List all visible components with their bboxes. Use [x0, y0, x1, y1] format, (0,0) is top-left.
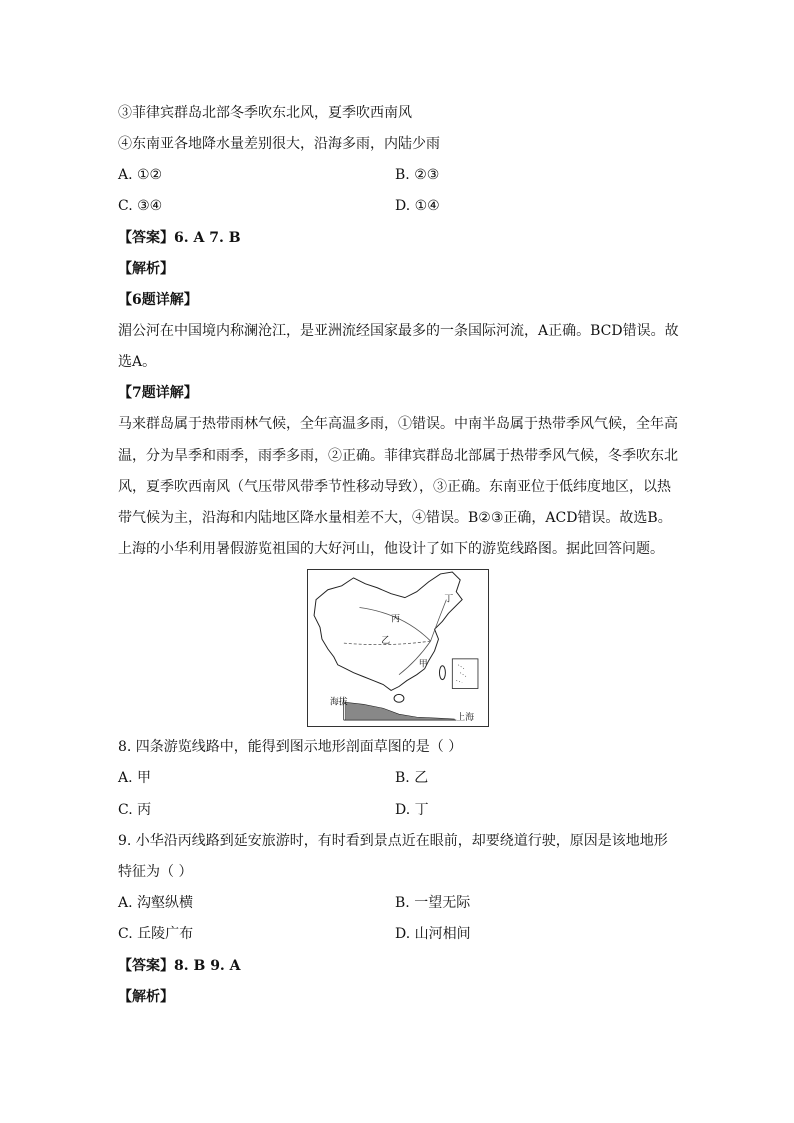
profile-axis-label: 海拔	[329, 697, 348, 708]
intro-text: 上海的小华利用暑假游览祖国的大好河山，他设计了如下的游览线路图。据此回答问题。	[118, 541, 664, 557]
q9-choice-d: D. 山河相间	[395, 926, 471, 942]
q9-choice-a: A. 沟壑纵横	[118, 895, 194, 911]
q9-choice-b: B. 一望无际	[395, 895, 471, 911]
south-sea-inset	[452, 659, 478, 689]
q8-choice-b: B. 乙	[395, 770, 429, 786]
q9-choice-c: C. 丘陵广布	[118, 926, 194, 942]
route-label-yi: 乙	[381, 636, 391, 647]
china-route-map	[308, 570, 488, 726]
q7-choice-a: A. ①②	[118, 167, 163, 183]
analysis-heading-2: 【解析】	[118, 989, 174, 1005]
q7-option-3: ③菲律宾群岛北部冬季吹东北风，夏季吹西南风	[118, 105, 412, 121]
route-label-jia: 甲	[418, 659, 428, 670]
q8-choice-a: A. 甲	[118, 770, 152, 786]
hainan-island	[394, 694, 404, 702]
detail-7-line: 温，分为旱季和雨季，雨季多雨，②正确。菲律宾群岛北部属于热带季风气候，冬季吹东北	[118, 448, 678, 464]
route-label-ding: 丁	[444, 594, 454, 605]
q8-stem: 8. 四条游览线路中，能得到图示地形剖面草图的是（ ）	[118, 739, 463, 755]
q7-choice-d: D. ①④	[395, 198, 440, 214]
analysis-heading-1: 【解析】	[118, 261, 174, 277]
q9-stem-line2: 特征为（ ）	[118, 864, 193, 880]
detail-6-line: 湄公河在中国境内称澜沧江，是亚洲流经国家最多的一条国际河流，A正确。BCD错误。故	[118, 323, 679, 339]
south-sea-inset-dots	[456, 665, 466, 683]
detail-7-line: 马来群岛属于热带雨林气候，全年高温多雨，①错误。中南半岛属于热带季风气候，全年高	[118, 416, 678, 432]
answer-8-9: 【答案】8. B 9. A	[118, 958, 241, 974]
q7-option-4: ④东南亚各地降水量差别很大，沿海多雨，内陆少雨	[118, 136, 440, 152]
route-label-bing: 丙	[391, 614, 400, 625]
q7-choice-b: B. ②③	[395, 167, 440, 183]
terrain-profile	[346, 702, 455, 720]
q7-choice-c: C. ③④	[118, 198, 163, 214]
q8-choice-c: C. 丙	[118, 802, 152, 818]
detail-7-line: 风，夏季吹西南风（气压带风带季节性移动导致），③正确。东南亚位于低纬度地区，以热	[118, 479, 671, 495]
route-ding	[431, 600, 447, 641]
q9-stem-line1: 9. 小华沿丙线路到延安旅游时，有时看到景点近在眼前，却要绕道行驶，原因是该地地形	[118, 833, 668, 849]
q8-choice-d: D. 丁	[395, 802, 429, 818]
profile-end-label: 上海	[456, 713, 475, 724]
detail-7-line: 带气候为主，沿海和内陆地区降水量相差不大，④错误。B②③正确，ACD错误。故选B。	[118, 510, 672, 526]
route-map-figure	[307, 569, 489, 727]
detail-6-line: 选A。	[118, 354, 157, 370]
detail-7-title: 【7题详解】	[118, 385, 198, 401]
answer-6-7: 【答案】6. A 7. B	[118, 230, 241, 246]
taiwan-island	[439, 666, 445, 680]
detail-6-title: 【6题详解】	[118, 292, 198, 308]
